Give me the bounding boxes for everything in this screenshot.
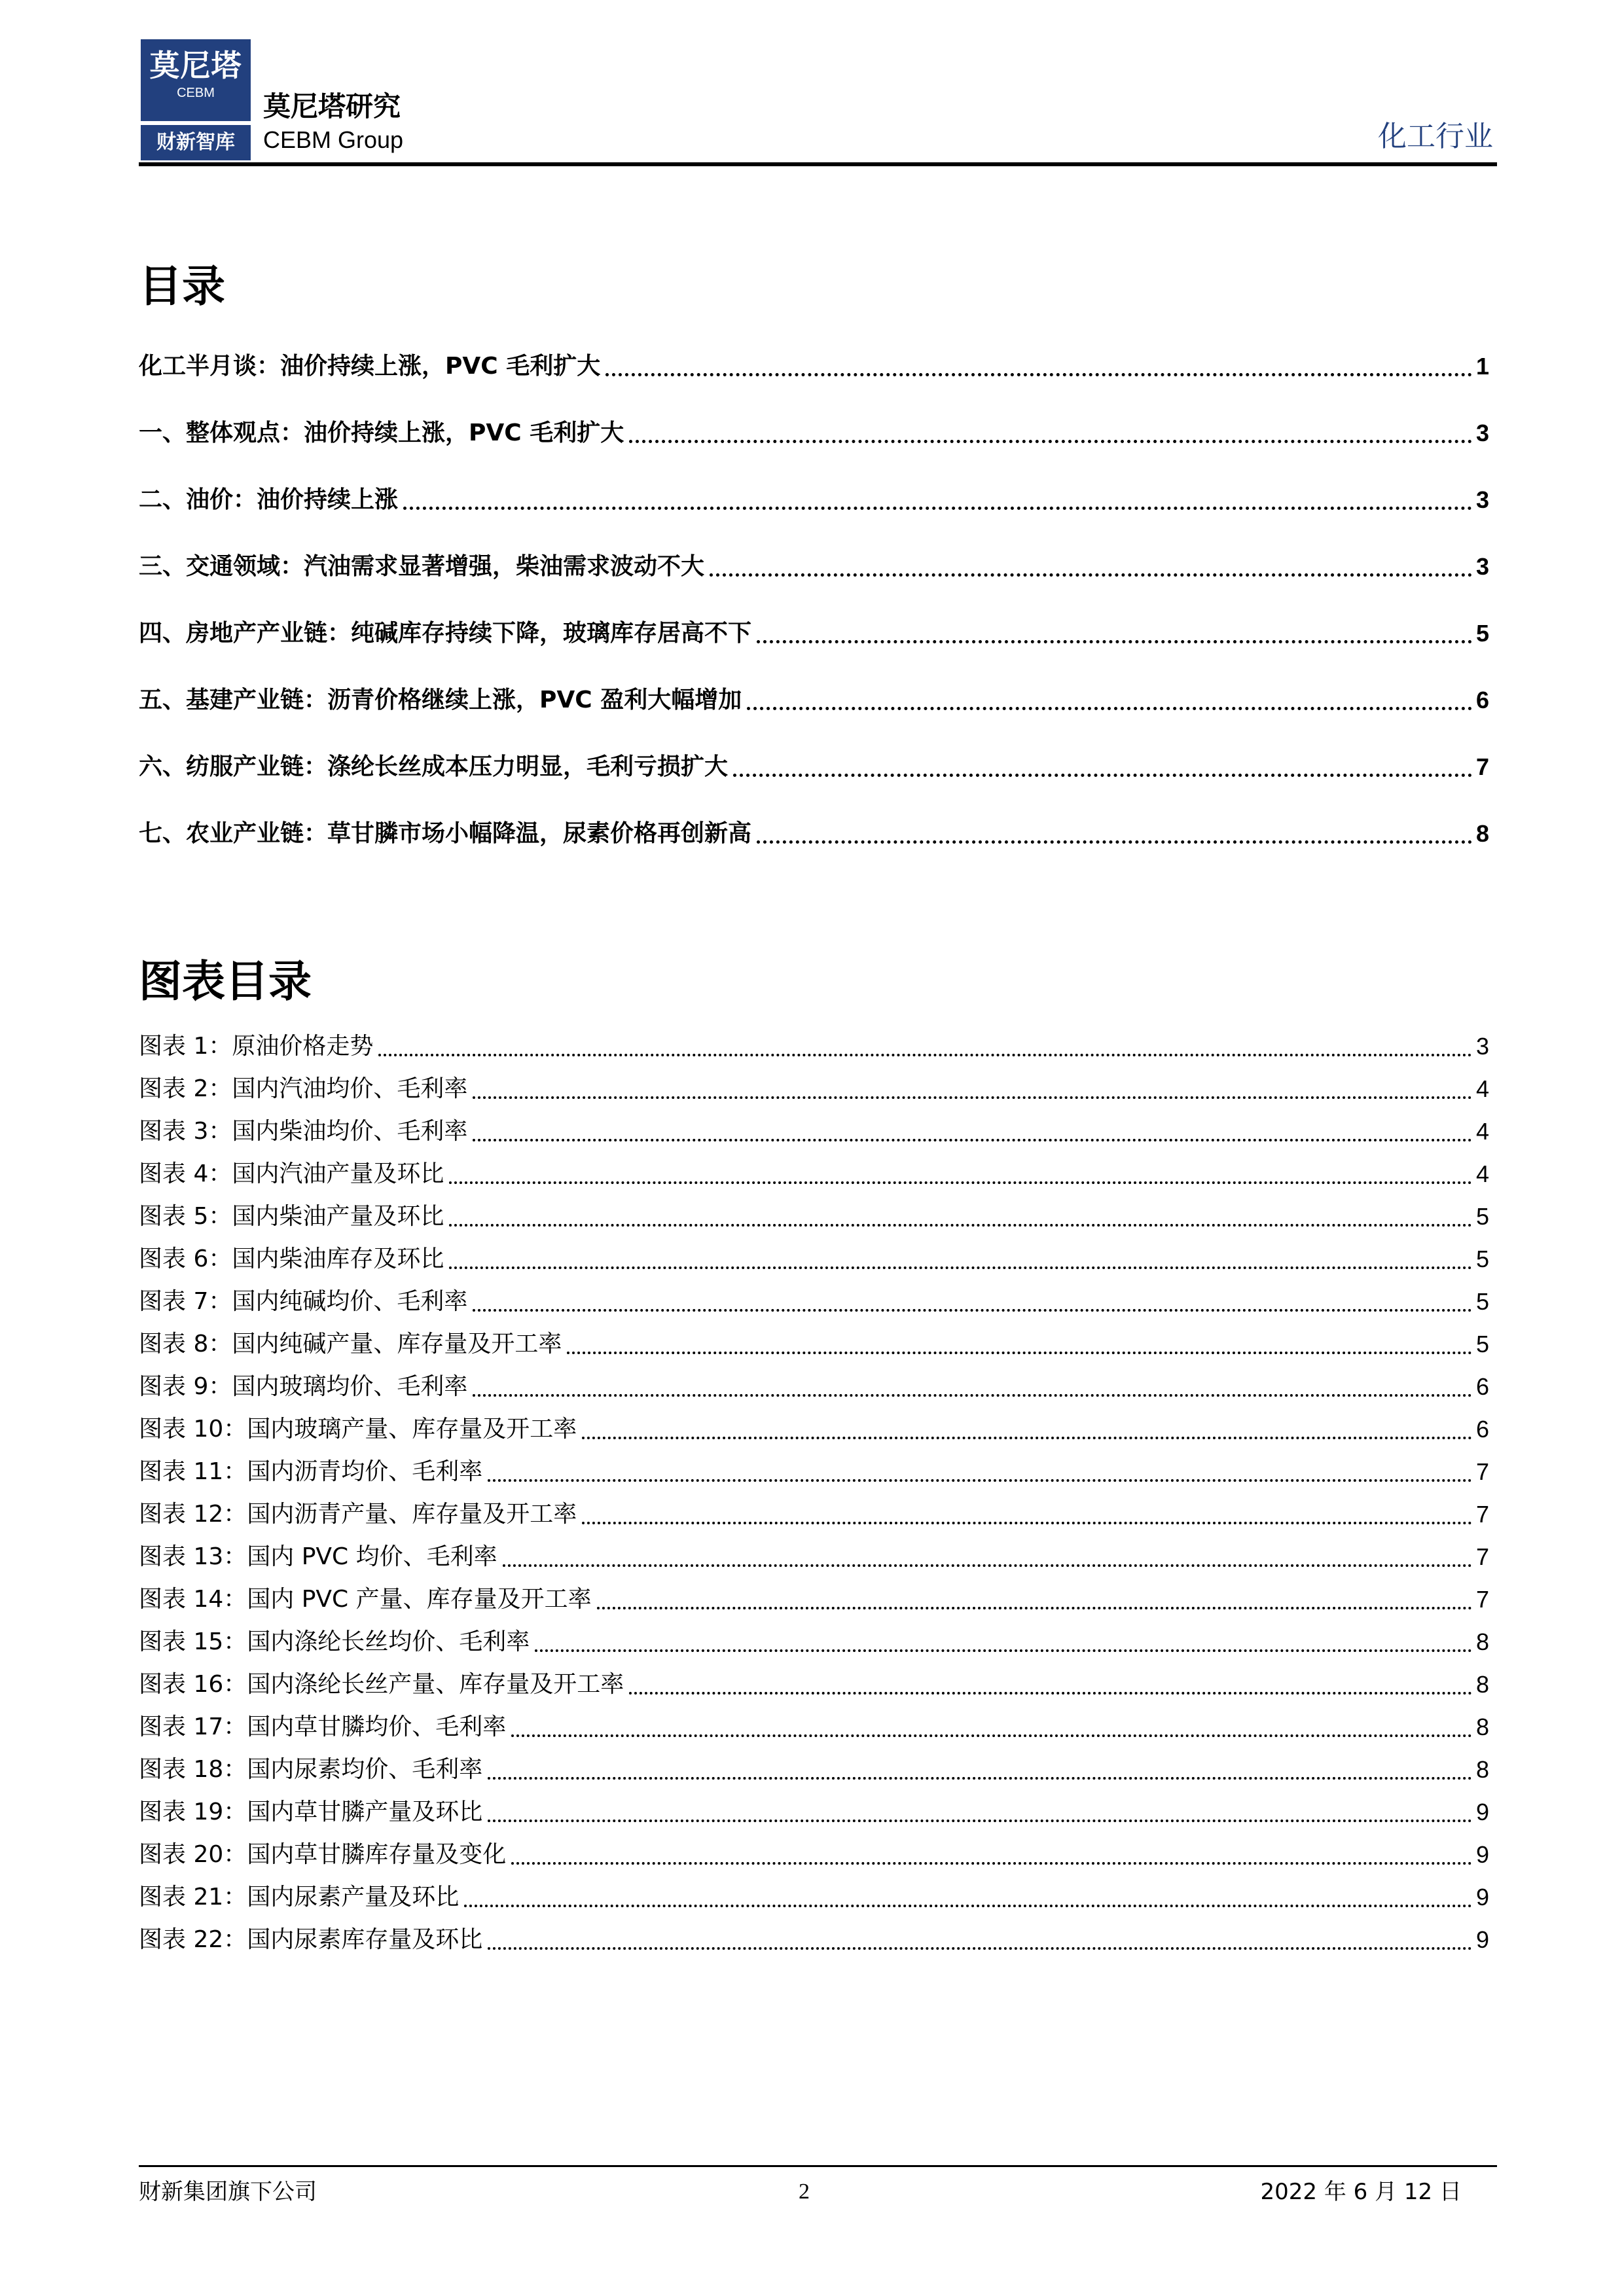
dot-leader (597, 1583, 1472, 1609)
figure-list (139, 1030, 1489, 1966)
toc-entry-text: 五、基建产业链：沥青价格继续上涨，PVC 盈利大幅增加 (139, 687, 742, 713)
figure-entry[interactable] (139, 1753, 1489, 1796)
figure-entry[interactable] (139, 1498, 1489, 1541)
dot-leader (449, 1158, 1472, 1184)
dot-leader (747, 683, 1472, 710)
logo-cn-text: 莫尼塔 (149, 48, 242, 83)
figure-entry-page: 8 (1475, 1671, 1489, 1698)
toc-entry[interactable] (139, 817, 1489, 884)
toc-entry-text: 七、农业产业链：草甘膦市场小幅降温，尿素价格再创新高 (139, 820, 752, 847)
toc-entry-text: 六、纺服产业链：涤纶长丝成本压力明显，毛利亏损扩大 (139, 753, 729, 780)
figure-entry-page: 9 (1475, 1799, 1489, 1825)
footer-company: 财新集团旗下公司 (139, 2179, 317, 2205)
toc-entry-page: 3 (1475, 486, 1489, 513)
figure-entry-page: 8 (1475, 1628, 1489, 1655)
figure-entry[interactable] (139, 1881, 1489, 1924)
figure-entry-text: 图表 1：原油价格走势 (139, 1033, 374, 1060)
dot-leader (403, 483, 1472, 510)
toc-list (139, 350, 1489, 884)
footer-divider (139, 2165, 1497, 2167)
toc-entry-text: 化工半月谈：油价持续上涨，PVC 毛利扩大 (139, 353, 601, 380)
dot-leader (605, 350, 1472, 376)
figure-entry-text: 图表 22：国内尿素库存量及环比 (139, 1926, 483, 1953)
header-divider (139, 162, 1497, 166)
toc-entry[interactable] (139, 483, 1489, 550)
toc-entry[interactable] (139, 416, 1489, 483)
figure-entry-text: 图表 9：国内玻璃均价、毛利率 (139, 1373, 468, 1400)
figure-entry-page: 7 (1475, 1586, 1489, 1613)
figure-entry-page: 7 (1475, 1458, 1489, 1485)
toc-entry-page: 3 (1475, 553, 1489, 580)
toc-entry-page: 5 (1475, 620, 1489, 647)
figure-entry[interactable] (139, 1711, 1489, 1753)
dot-leader (582, 1498, 1472, 1524)
logo-mark (141, 39, 251, 121)
toc-entry-text: 四、房地产产业链：纯碱库存持续下降，玻璃库存居高不下 (139, 620, 752, 647)
dot-leader (449, 1200, 1472, 1227)
figure-entry-page: 5 (1475, 1331, 1489, 1357)
figure-entry-text: 图表 16：国内涤纶长丝产量、库存量及开工率 (139, 1671, 624, 1698)
toc-entry-page: 6 (1475, 687, 1489, 713)
figure-entry-text: 图表 6：国内柴油库存及环比 (139, 1246, 444, 1272)
figure-entry-page: 8 (1475, 1713, 1489, 1740)
dot-leader (473, 1115, 1472, 1141)
figure-entry-text: 图表 2：国内汽油均价、毛利率 (139, 1075, 468, 1102)
figure-entry-text: 图表 4：国内汽油产量及环比 (139, 1160, 444, 1187)
figure-entry-page: 8 (1475, 1756, 1489, 1783)
figure-entry-text: 图表 5：国内柴油产量及环比 (139, 1203, 444, 1230)
toc-entry-text: 一、整体观点：油价持续上涨，PVC 毛利扩大 (139, 420, 624, 446)
figure-entry[interactable] (139, 1243, 1489, 1285)
figure-entry-page: 6 (1475, 1416, 1489, 1443)
figure-entry-text: 图表 8：国内纯碱产量、库存量及开工率 (139, 1331, 562, 1357)
dot-leader (733, 750, 1472, 777)
figure-entry[interactable] (139, 1626, 1489, 1668)
figure-entry-page: 7 (1475, 1543, 1489, 1570)
figure-entry-text: 图表 20：国内草甘膦库存量及变化 (139, 1841, 507, 1868)
figure-entry[interactable] (139, 1115, 1489, 1158)
figure-entry[interactable] (139, 1456, 1489, 1498)
toc-entry-page: 7 (1475, 753, 1489, 780)
toc-entry[interactable] (139, 617, 1489, 683)
figure-entry-page: 9 (1475, 1841, 1489, 1868)
dot-leader (378, 1030, 1472, 1056)
figure-entry-page: 7 (1475, 1501, 1489, 1528)
toc-title: 目录 (139, 261, 225, 312)
figure-entry[interactable] (139, 1200, 1489, 1243)
page-number: 2 (799, 2179, 810, 2204)
figure-entry-text: 图表 13：国内 PVC 均价、毛利率 (139, 1543, 497, 1570)
dot-leader (473, 1285, 1472, 1312)
dot-leader (710, 550, 1472, 577)
dot-leader (473, 1371, 1472, 1397)
figure-entry[interactable] (139, 1158, 1489, 1200)
figure-entry-text: 图表 12：国内沥青产量、库存量及开工率 (139, 1501, 577, 1528)
figure-entry[interactable] (139, 1413, 1489, 1456)
figure-entry-text: 图表 14：国内 PVC 产量、库存量及开工率 (139, 1586, 592, 1613)
dot-leader (582, 1413, 1472, 1439)
toc-entry-page: 8 (1475, 820, 1489, 847)
figure-entry[interactable] (139, 1030, 1489, 1073)
figure-entry-page: 3 (1475, 1033, 1489, 1060)
dot-leader (629, 1668, 1472, 1695)
dot-leader (567, 1328, 1472, 1354)
figure-entry-text: 图表 19：国内草甘膦产量及环比 (139, 1799, 483, 1825)
logo-en-text: CEBM (177, 86, 215, 100)
toc-entry-page: 3 (1475, 420, 1489, 446)
figure-entry[interactable] (139, 1796, 1489, 1839)
figure-entry[interactable] (139, 1328, 1489, 1371)
brand-name-cn: 莫尼塔研究 (263, 90, 401, 122)
figure-entry[interactable] (139, 1839, 1489, 1881)
brand-name-en: CEBM Group (263, 126, 404, 153)
figure-entry-text: 图表 18：国内尿素均价、毛利率 (139, 1756, 483, 1783)
figure-entry-page: 6 (1475, 1373, 1489, 1400)
figure-entry-page: 4 (1475, 1075, 1489, 1102)
dot-leader (629, 416, 1472, 443)
dot-leader (488, 1796, 1472, 1822)
toc-entry[interactable] (139, 683, 1489, 750)
figure-list-title: 图表目录 (139, 956, 312, 1007)
dot-leader (449, 1243, 1472, 1269)
figure-entry-page: 5 (1475, 1203, 1489, 1230)
figure-entry-text: 图表 21：国内尿素产量及环比 (139, 1884, 460, 1910)
figure-entry-page: 4 (1475, 1118, 1489, 1145)
dot-leader (757, 617, 1472, 643)
figure-entry-page: 9 (1475, 1926, 1489, 1953)
dot-leader (473, 1073, 1472, 1099)
dot-leader (464, 1881, 1472, 1907)
footer-date: 2022 年 6 月 12 日 (1260, 2179, 1462, 2205)
dot-leader (488, 1924, 1472, 1950)
dot-leader (511, 1839, 1472, 1865)
figure-entry[interactable] (139, 1583, 1489, 1626)
figure-entry[interactable] (139, 1541, 1489, 1583)
figure-entry-text: 图表 7：国内纯碱均价、毛利率 (139, 1288, 468, 1315)
dot-leader (488, 1456, 1472, 1482)
figure-entry[interactable] (139, 1668, 1489, 1711)
figure-entry-text: 图表 11：国内沥青均价、毛利率 (139, 1458, 483, 1485)
toc-entry-text: 三、交通领域：汽油需求显著增强，柴油需求波动不大 (139, 553, 705, 580)
figure-entry[interactable] (139, 1924, 1489, 1966)
dot-leader (488, 1753, 1472, 1780)
figure-entry-page: 9 (1475, 1884, 1489, 1910)
dot-leader (511, 1711, 1472, 1737)
figure-entry-text: 图表 17：国内草甘膦均价、毛利率 (139, 1713, 507, 1740)
figure-entry[interactable] (139, 1371, 1489, 1413)
figure-entry-page: 5 (1475, 1288, 1489, 1315)
figure-entry-text: 图表 10：国内玻璃产量、库存量及开工率 (139, 1416, 577, 1443)
figure-entry-text: 图表 3：国内柴油均价、毛利率 (139, 1118, 468, 1145)
figure-entry-text: 图表 15：国内涤纶长丝均价、毛利率 (139, 1628, 530, 1655)
toc-entry[interactable] (139, 750, 1489, 817)
figure-entry-page: 4 (1475, 1160, 1489, 1187)
toc-entry-page: 1 (1475, 353, 1489, 380)
figure-entry-page: 5 (1475, 1246, 1489, 1272)
toc-entry[interactable] (139, 550, 1489, 617)
industry-label: 化工行业 (1378, 120, 1493, 153)
dot-leader (757, 817, 1472, 844)
figure-entry[interactable] (139, 1285, 1489, 1328)
dot-leader (503, 1541, 1472, 1567)
dot-leader (535, 1626, 1472, 1652)
logo (141, 39, 251, 160)
toc-entry[interactable] (139, 350, 1489, 416)
figure-entry[interactable] (139, 1073, 1489, 1115)
logo-sub-text: 财新智库 (141, 125, 251, 160)
toc-entry-text: 二、油价：油价持续上涨 (139, 486, 399, 513)
